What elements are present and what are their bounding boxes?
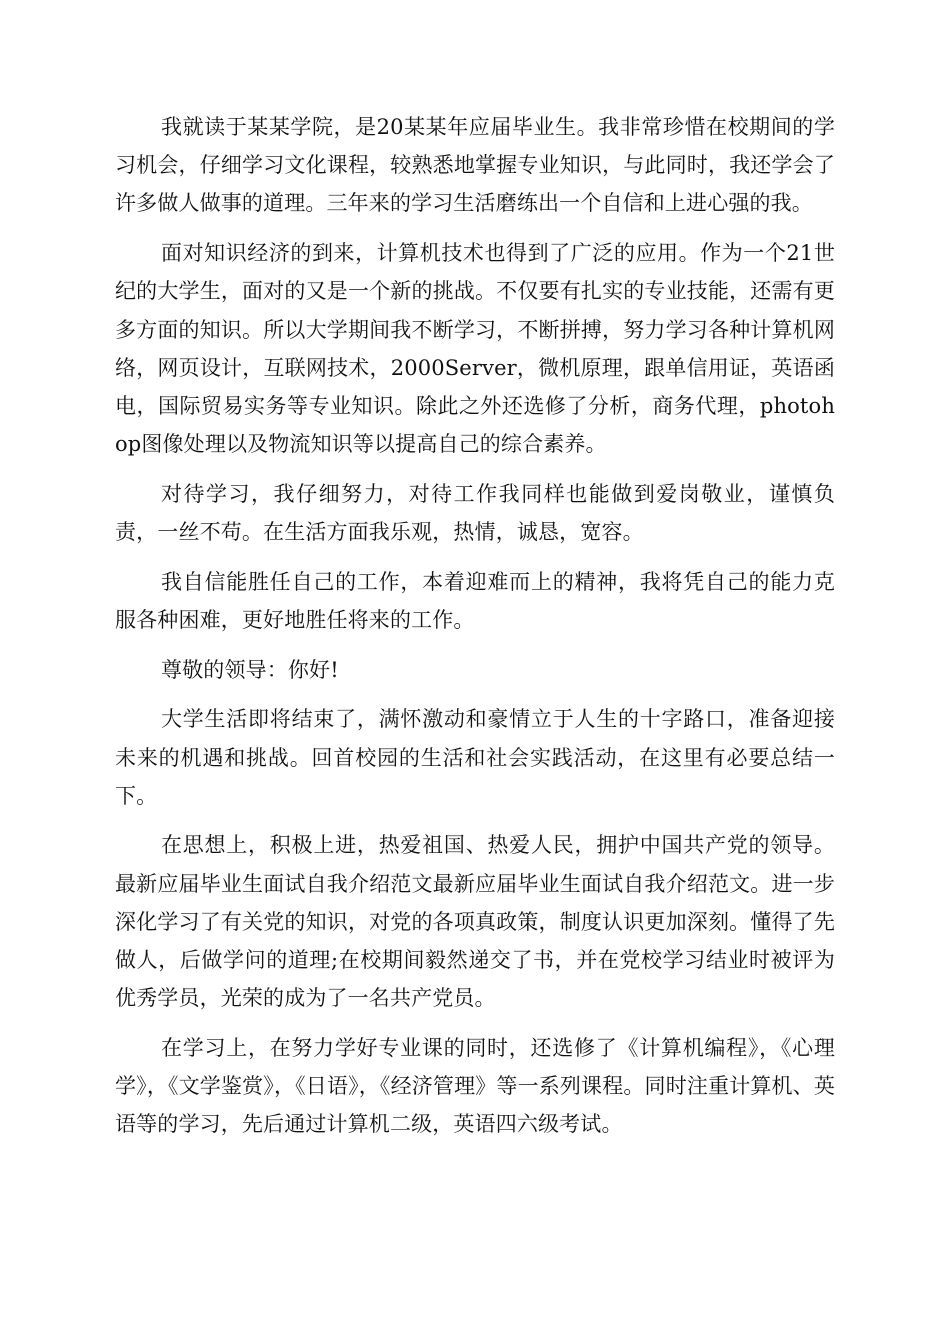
paragraph-graduation-summary: 大学生活即将结束了，满怀激动和豪情立于人生的十字路口，准备迎接未来的机遇和挑战。回首校园的生活和社会实践活动，在这里有必要总结一下。 bbox=[115, 707, 835, 808]
paragraph-greeting: 尊敬的领导：你好! bbox=[161, 657, 339, 682]
paragraph-education-intro: 我就读于某某学院，是20某某年应届毕业生。我非常珍惜在校期间的学习机会，仔细学习文化课程，较熟悉地掌握专业知识，与此同时，我还学会了许多做人做事的道理。三年来的学习生活磨练出一个自信和上进心强的我。 bbox=[115, 115, 835, 216]
document-body bbox=[115, 108, 835, 1155]
paragraph-work-attitude: 对待学习，我仔细努力，对待工作我同样也能做到爱岗敬业，谨慎负责，一丝不苟。在生活方面我乐观，热情，诚恳，宽容。 bbox=[115, 481, 835, 545]
paragraph-ideology: 在思想上，积极上进，热爱祖国、热爱人民，拥护中国共产党的领导。最新应届毕业生面试自我介绍范文最新应届毕业生面试自我介绍范文。进一步深化学习了有关党的知识，对党的各项真政策，制度认识更加深刻。懂得了先做人，后做学问的道理;在校期间毅然递交了书，并在党校学习结业时被评为优秀学员，光荣的成为了一名共产党员。 bbox=[115, 833, 835, 1011]
paragraph-study: 在学习上，在努力学好专业课的同时，还选修了《计算机编程》，《心理学》，《文学鉴赏》，《日语》，《经济管理》等一系列课程。同时注重计算机、英语等的学习，先后通过计算机二级，英语四六级考试。 bbox=[115, 1035, 835, 1137]
paragraph-computer-skills: 面对知识经济的到来，计算机技术也得到了广泛的应用。作为一个21世纪的大学生，面对的又是一个新的挑战。不仅要有扎实的专业技能，还需有更多方面的知识。所以大学期间我不断学习，不断拼搏，努力学习各种计算机网络，网页设计，互联网技术，2000Server，微机原理，跟单信用证，英语函电，国际贸易实务等专业知识。除此之外还选修了分析，商务代理，photohop图像处理以及物流知识等以提高自己的综合素养。 bbox=[115, 241, 835, 457]
paragraph-confidence: 我自信能胜任自己的工作，本着迎难而上的精神，我将凭自己的能力克服各种困难，更好地胜任将来的工作。 bbox=[115, 569, 835, 632]
